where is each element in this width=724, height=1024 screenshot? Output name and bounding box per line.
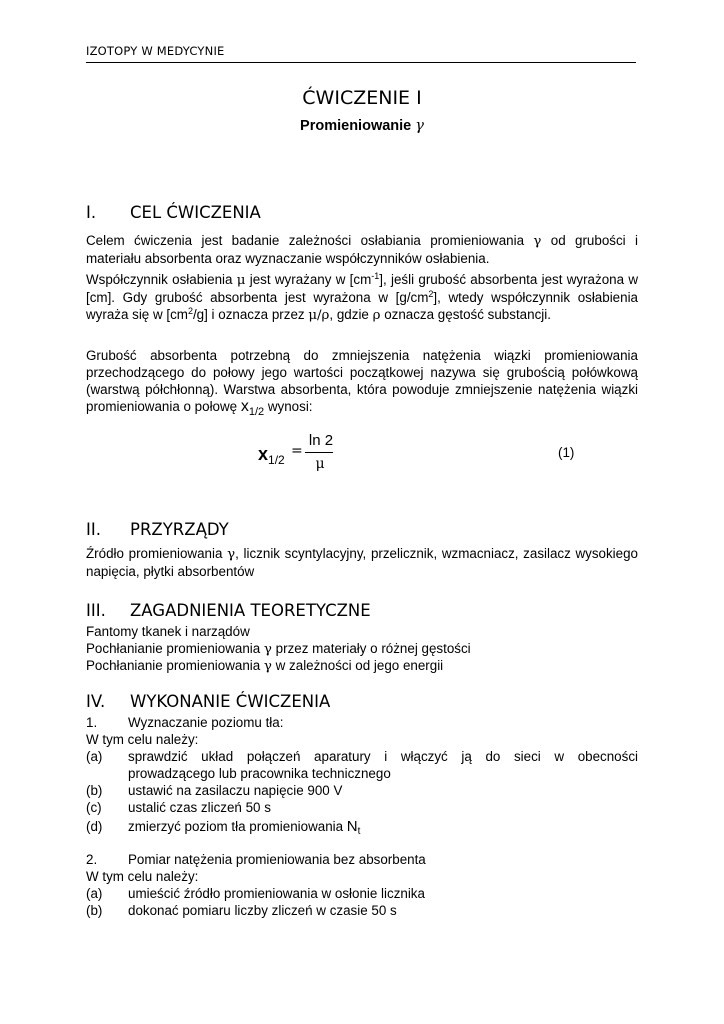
formula-equals: = bbox=[291, 443, 303, 459]
text: Pochłanianie promieniowania bbox=[86, 641, 264, 656]
x-letter: x bbox=[258, 444, 269, 464]
text: ustalić czas zliczeń 50 s bbox=[128, 800, 271, 815]
formula-lhs bbox=[258, 444, 285, 467]
section-number: III. bbox=[86, 601, 106, 620]
subtitle-text: Promieniowanie bbox=[300, 118, 412, 134]
item-label: (b) bbox=[86, 903, 103, 918]
superscript: -1 bbox=[371, 271, 380, 281]
rho-symbol: ρ bbox=[372, 308, 381, 323]
n-letter: N bbox=[346, 818, 358, 835]
paragraph-half-thickness bbox=[86, 347, 638, 421]
text: zmierzyć poziom tła promieniowania bbox=[128, 819, 347, 834]
section-title: CEL ĆWICZENIA bbox=[130, 203, 261, 222]
section-heading-2 bbox=[86, 520, 229, 539]
superscript: 2 bbox=[187, 306, 193, 316]
list-item bbox=[86, 902, 397, 919]
item-label: (a) bbox=[86, 886, 103, 901]
mu-rho-symbol: μ/ρ bbox=[308, 308, 330, 323]
text: oznacza gęstość substancji. bbox=[380, 307, 551, 322]
section-title: ZAGADNIENIA TEORETYCZNE bbox=[130, 601, 371, 620]
topic-line bbox=[86, 657, 443, 675]
formula-numerator: ln 2 bbox=[308, 432, 334, 449]
gamma-symbol: γ bbox=[263, 659, 272, 674]
text: Pochłanianie promieniowania bbox=[86, 658, 264, 673]
paragraph-goal bbox=[86, 232, 638, 267]
paragraph-equipment bbox=[86, 545, 638, 580]
text: wynosi: bbox=[264, 399, 313, 414]
paragraph-coefficient bbox=[86, 271, 638, 324]
topic-line bbox=[86, 623, 250, 640]
x-half-symbol bbox=[240, 398, 265, 418]
list-item bbox=[86, 748, 638, 765]
text: Pomiar natężenia promieniowania bez absorbenta bbox=[128, 852, 426, 867]
gamma-symbol: γ bbox=[263, 642, 272, 657]
text: Źródło promieniowania bbox=[86, 546, 228, 561]
x-letter: x bbox=[240, 398, 249, 415]
superscript: 2 bbox=[428, 289, 434, 299]
list-item bbox=[86, 818, 360, 840]
mu-symbol: μ bbox=[236, 273, 246, 288]
subscript: t bbox=[357, 826, 361, 837]
header-rule bbox=[86, 62, 636, 63]
formula-1 bbox=[258, 432, 358, 478]
text: umieścić źródło promieniowania w osłonie licznika bbox=[128, 886, 425, 901]
text: dokonać pomiaru liczby zliczeń w czasie 50 s bbox=[128, 903, 397, 918]
step-number: 2. bbox=[86, 852, 98, 867]
formula-denominator: μ bbox=[315, 456, 325, 472]
text: sprawdzić układ połączeń aparatury i włączyć ją do sieci w obecności bbox=[128, 749, 638, 764]
list-item bbox=[86, 782, 342, 799]
item-label: (a) bbox=[86, 749, 103, 764]
text: Współczynnik osłabienia bbox=[86, 272, 237, 287]
list-item bbox=[86, 799, 271, 816]
section-heading-3 bbox=[86, 601, 371, 620]
gamma-symbol: γ bbox=[533, 234, 542, 249]
subscript: 1/2 bbox=[268, 453, 285, 467]
section-number: I. bbox=[86, 203, 97, 222]
text: Fantomy tkanek i narządów bbox=[86, 624, 250, 639]
section-title: WYKONANIE ĆWICZENIA bbox=[130, 692, 331, 711]
subscript: 1/2 bbox=[248, 406, 265, 418]
text: w zależności od jego energii bbox=[271, 658, 444, 673]
fraction-bar bbox=[305, 452, 333, 453]
text: Grubość absorbenta potrzebną do zmniejszenia natężenia wiązki promieniowania przechodzącego do połowy jego wartości początkowej nazywa się grubością połówkową (warstwą półchłonną). Warstwa absorbenta, która powoduje zmniejszenie natężenia wiązki promieniowania o połowę bbox=[86, 348, 638, 414]
section-number: IV. bbox=[86, 692, 106, 711]
step-title bbox=[86, 714, 283, 731]
text: od grubości i materiału absorbenta oraz wyznaczanie współczynników osłabienia. bbox=[86, 233, 638, 266]
list-item-continuation: prowadzącego lub pracownika technicznego bbox=[128, 766, 391, 781]
gamma-symbol: γ bbox=[415, 118, 424, 134]
running-header: IZOTOPY W MEDYCYNIE bbox=[86, 44, 225, 58]
page-title: ĆWICZENIE I bbox=[302, 87, 422, 109]
step-title bbox=[86, 851, 426, 868]
section-title: PRZYRZĄDY bbox=[130, 520, 229, 539]
section-heading-1 bbox=[86, 203, 261, 222]
section-heading-4 bbox=[86, 692, 330, 711]
topic-line bbox=[86, 640, 471, 658]
text: przez materiały o różnej gęstości bbox=[271, 641, 471, 656]
text: ], wtedy współczynnik osłabienia wyraża się w [cm bbox=[86, 290, 638, 322]
item-label: (c) bbox=[86, 800, 102, 815]
nt-symbol bbox=[347, 818, 361, 835]
text: , gdzie bbox=[329, 307, 373, 322]
text: , licznik scyntylacyjny, przelicznik, wzmacniacz, zasilacz wysokiego napięcia, płytki absorbentów bbox=[86, 546, 639, 579]
text: jest wyrażany w [cm bbox=[245, 272, 372, 287]
step-number: 1. bbox=[86, 715, 98, 730]
step-intro: W tym celu należy: bbox=[86, 732, 199, 747]
text: /g] i oznacza przez bbox=[192, 307, 309, 322]
text: Celem ćwiczenia jest badanie zależności osłabiania promieniowania bbox=[86, 233, 534, 248]
item-label: (d) bbox=[86, 819, 103, 834]
step-intro: W tym celu należy: bbox=[86, 869, 199, 884]
item-label: (b) bbox=[86, 783, 103, 798]
section-number: II. bbox=[86, 520, 101, 539]
text: Wyznaczanie poziomu tła: bbox=[128, 715, 284, 730]
page-subtitle bbox=[0, 118, 724, 134]
text: ], jeśli grubość absorbenta jest wyrażona w [cm]. Gdy grubość absorbenta jest wyrażona w [g/cm bbox=[86, 272, 638, 305]
text: ustawić na zasilaczu napięcie 900 V bbox=[128, 783, 343, 798]
gamma-symbol: γ bbox=[227, 547, 236, 562]
equation-number: (1) bbox=[558, 445, 575, 460]
list-item bbox=[86, 885, 425, 902]
